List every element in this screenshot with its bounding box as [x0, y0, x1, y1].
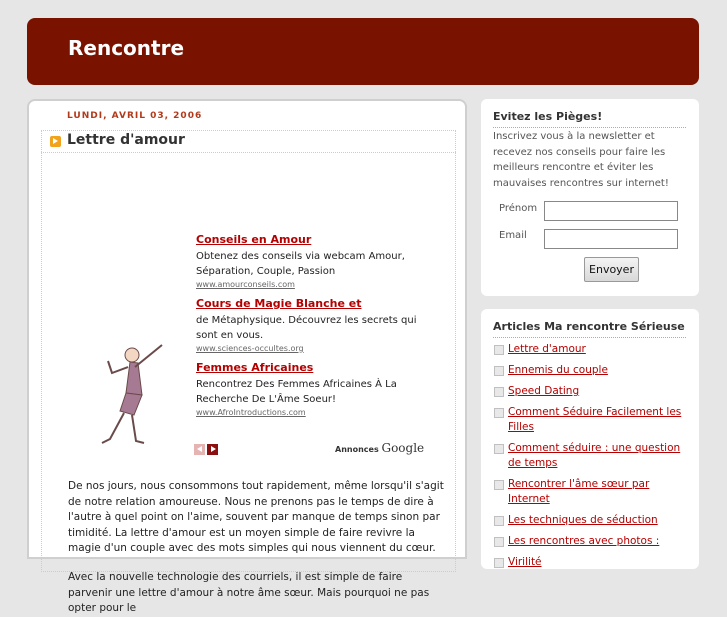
- article-link[interactable]: Comment Séduire Facilement les Filles: [508, 406, 682, 433]
- ad-url-link[interactable]: www.amourconseils.com: [196, 280, 295, 289]
- ad-title-link[interactable]: Cours de Magie Blanche et: [196, 297, 362, 310]
- bullet-icon: [494, 558, 504, 568]
- article-link[interactable]: Rencontrer l'âme sœur par Internet: [508, 478, 650, 505]
- ad-text: Rencontrez Des Femmes Africaines À La Recherche De L'Âme Soeur!: [196, 379, 397, 405]
- newsletter-title: Evitez les Pièges!: [493, 110, 686, 128]
- articles-title: Articles Ma rencontre Sérieuse: [493, 320, 686, 338]
- ads-label: Annonces: [335, 445, 379, 454]
- arrow-right-icon: [50, 136, 61, 147]
- article-link[interactable]: Lettre d'amour: [508, 343, 586, 355]
- bullet-icon: [494, 408, 504, 418]
- list-item: [493, 513, 689, 528]
- ad-url-link[interactable]: www.sciences-occultes.org: [196, 344, 304, 353]
- google-logo: Google: [381, 441, 425, 455]
- articles-list: [493, 342, 689, 576]
- ad-previous-button[interactable]: [194, 444, 205, 455]
- prenom-label: Prénom: [499, 203, 538, 214]
- bullet-icon: [494, 444, 504, 454]
- ad-title-link[interactable]: Femmes Africaines: [196, 361, 314, 374]
- ad-item: [196, 361, 421, 417]
- list-item: [493, 384, 689, 399]
- blog-title[interactable]: Rencontre: [68, 36, 185, 60]
- list-item: [493, 534, 689, 549]
- ad-navigation: [194, 440, 220, 459]
- ad-next-button[interactable]: [207, 444, 218, 455]
- post-title[interactable]: Lettre d'amour: [67, 132, 185, 148]
- bullet-icon: [494, 537, 504, 547]
- dancing-figure-illustration: [90, 343, 170, 453]
- article-link[interactable]: Speed Dating: [508, 385, 580, 397]
- ads-by-google-label[interactable]: [335, 441, 424, 455]
- list-item: [493, 363, 689, 378]
- list-item: [493, 477, 689, 507]
- ad-item: [196, 297, 421, 353]
- list-item: [493, 342, 689, 357]
- bullet-icon: [494, 387, 504, 397]
- prenom-input[interactable]: [544, 201, 678, 221]
- post-paragraph: De nos jours, nous consommons tout rapidement, même lorsqu'il s'agit de notre relation amoureuse. Nous ne prenons pas le temps de dire à l'autre à quel point on l'aime, souvent par manque de temps sinon par timidité. La lettre d'amour est un moyen simple de faire revivre la magie d'un couple avec des mots simples qui nous viennent du cœur.: [68, 480, 444, 554]
- article-link[interactable]: Les techniques de séduction: [508, 514, 658, 526]
- ad-text: Obtenez des conseils via webcam Amour, Séparation, Couple, Passion: [196, 251, 405, 277]
- email-label: Email: [499, 230, 527, 241]
- ad-text: de Métaphysique. Découvrez les secrets qui sont en vous.: [196, 315, 417, 341]
- list-item: [493, 405, 689, 435]
- list-item: [493, 555, 689, 570]
- article-link[interactable]: Ennemis du couple: [508, 364, 608, 376]
- articles-widget: [481, 309, 699, 569]
- bullet-icon: [494, 366, 504, 376]
- article-link[interactable]: Les rencontres avec photos :: [508, 535, 660, 547]
- ad-title-link[interactable]: Conseils en Amour: [196, 233, 312, 246]
- post-title-row: [41, 130, 456, 152]
- google-ads-block: [196, 233, 421, 425]
- article-link[interactable]: Virilité: [508, 556, 542, 568]
- newsletter-widget: [481, 99, 699, 296]
- article-link[interactable]: Comment séduire : une question de temps: [508, 442, 681, 469]
- ad-item: [196, 233, 421, 289]
- post-body: [41, 152, 456, 614]
- list-item: [493, 441, 689, 471]
- envoyer-button[interactable]: Envoyer: [584, 257, 639, 282]
- ad-url-link[interactable]: www.AfroIntroductions.com: [196, 408, 306, 417]
- post-date: LUNDI, AVRIL 03, 2006: [67, 111, 203, 121]
- blog-header: [27, 18, 699, 85]
- email-input[interactable]: [544, 229, 678, 249]
- bullet-icon: [494, 516, 504, 526]
- post-paragraph: Avec la nouvelle technologie des courriels, il est simple de faire parvenir une lettre d'amour à notre âme sœur. Mais pourquoi ne pas opter pour le: [68, 571, 430, 614]
- main-column: [27, 99, 467, 614]
- bullet-icon: [494, 345, 504, 355]
- newsletter-description: Inscrivez vous à la newsletter et recevez nos conseils pour faire les meilleurs rencontre et éviter les mauvaises rencontres sur internet!: [493, 131, 669, 189]
- bullet-icon: [494, 480, 504, 490]
